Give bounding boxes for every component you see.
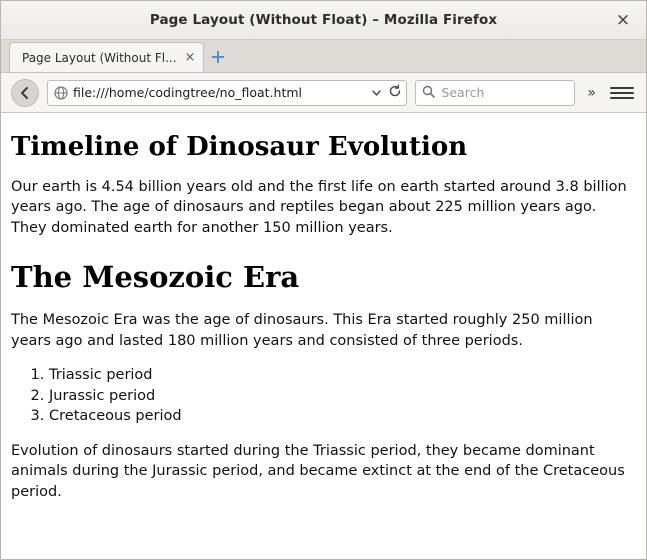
section-heading-mesozoic: The Mesozoic Era (11, 259, 300, 294)
tab-label: Page Layout (Without Fl... (22, 50, 177, 65)
back-arrow-icon (17, 85, 33, 101)
hamburger-menu-icon[interactable] (608, 81, 636, 105)
periods-list (11, 365, 636, 427)
list-item: 1. Triassic period (49, 365, 636, 386)
window-title: Page Layout (Without Float) – Mozilla Firefox (149, 12, 498, 28)
page-content (1, 113, 646, 559)
chevron-down-icon[interactable] (371, 83, 382, 102)
search-input-placeholder: Search (441, 85, 485, 100)
search-icon (422, 83, 435, 102)
navigation-toolbar (1, 73, 646, 113)
search-bar[interactable] (415, 80, 575, 106)
evolution-paragraph: Evolution of dinosaurs started during the Triassic period, they became dominant animals during the Jurassic period, and became extinct at the end of the Cretaceous period. (11, 442, 625, 501)
intro-paragraph: Our earth is 4.54 billion years old and the first life on earth started around 3.8 billion years ago. The age of dinosaurs and reptiles began about 225 million years ago. They dominated earth for another 150 million years. (11, 178, 627, 237)
mesozoic-paragraph: The Mesozoic Era was the age of dinosaurs. This Era started roughly 250 million years ago and lasted 180 million years and consisted of three periods. (11, 311, 593, 349)
list-item: 2. Jurassic period (49, 386, 636, 407)
new-tab-button[interactable] (204, 42, 232, 72)
url-text: file:///home/codingtree/no_float.html (73, 85, 303, 100)
overflow-button[interactable]: » (587, 84, 596, 101)
tab-page-layout[interactable] (9, 42, 204, 72)
address-bar[interactable] (47, 80, 407, 106)
new-tab-plus-icon (211, 50, 225, 64)
reload-icon[interactable] (388, 83, 402, 102)
tab-close-icon[interactable]: × (184, 50, 196, 65)
title-bar (1, 1, 646, 40)
page-title: Timeline of Dinosaur Evolution (11, 132, 468, 162)
back-button[interactable] (11, 79, 39, 107)
window-close-icon[interactable]: × (615, 9, 631, 30)
globe-icon (54, 86, 68, 100)
tab-strip (1, 40, 646, 73)
list-item: 3. Cretaceous period (49, 406, 636, 427)
